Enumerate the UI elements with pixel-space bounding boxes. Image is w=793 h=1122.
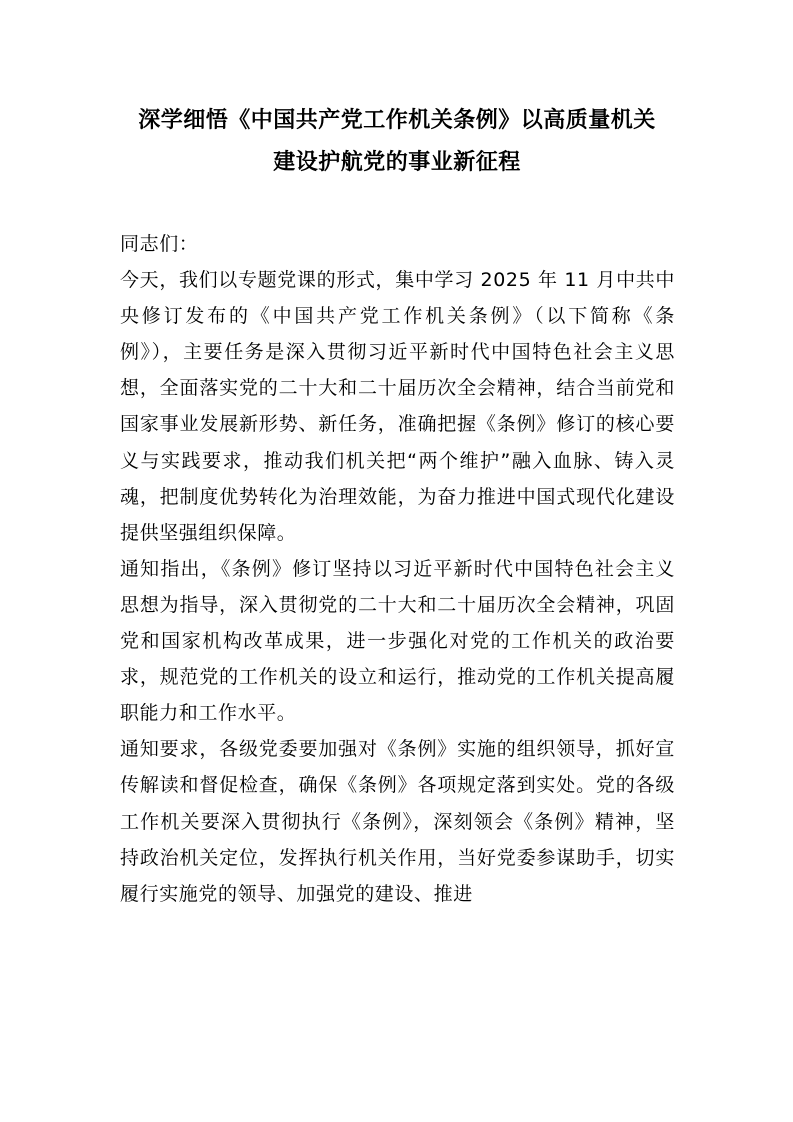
salutation: 同志们： — [120, 233, 199, 255]
paragraph-2: 通知指出，《条例》修订坚持以习近平新时代中国特色社会主义思想为指导，深入贯彻党的二十大和二十届历次全会精神，巩固党和国家机构改革成果，进一步强化对党的工作机关的政治要求，规范党的工作机关的设立和运行，推动党的工作机关提高履职能力和工作水平。 — [120, 557, 675, 725]
document-body — [120, 226, 675, 912]
title-line-1: 深学细悟《中国共产党工作机关条例》以高质量机关 — [138, 108, 656, 133]
title-line-2: 建设护航党的事业新征程 — [273, 150, 521, 175]
paragraph-1: 今天，我们以专题党课的形式，集中学习 2025 年 11 月中共中央修订发布的《中国共产党工作机关条例》（以下简称《条例》），主要任务是深入贯彻习近平新时代中国特色社会主义思想，全面落实党的二十大和二十届历次全会精神，结合当前党和国家事业发展新形势、新任务，准确把握《条例》修订的核心要义与实践要求，推动我们机关把“两个维护”融入血脉、铸入灵魂，把制度优势转化为治理效能，为奋力推进中国式现代化建设提供坚强组织保障。 — [120, 269, 675, 544]
paragraph-3: 通知要求，各级党委要加强对《条例》实施的组织领导，抓好宣传解读和督促检查，确保《条例》各项规定落到实处。党的各级工作机关要深入贯彻执行《条例》，深刻领会《条例》精神，坚持政治机关定位，发挥执行机关作用，当好党委参谋助手，切实履行实施党的领导、加强党的建设、推进 — [120, 738, 675, 905]
document-title — [117, 100, 677, 184]
